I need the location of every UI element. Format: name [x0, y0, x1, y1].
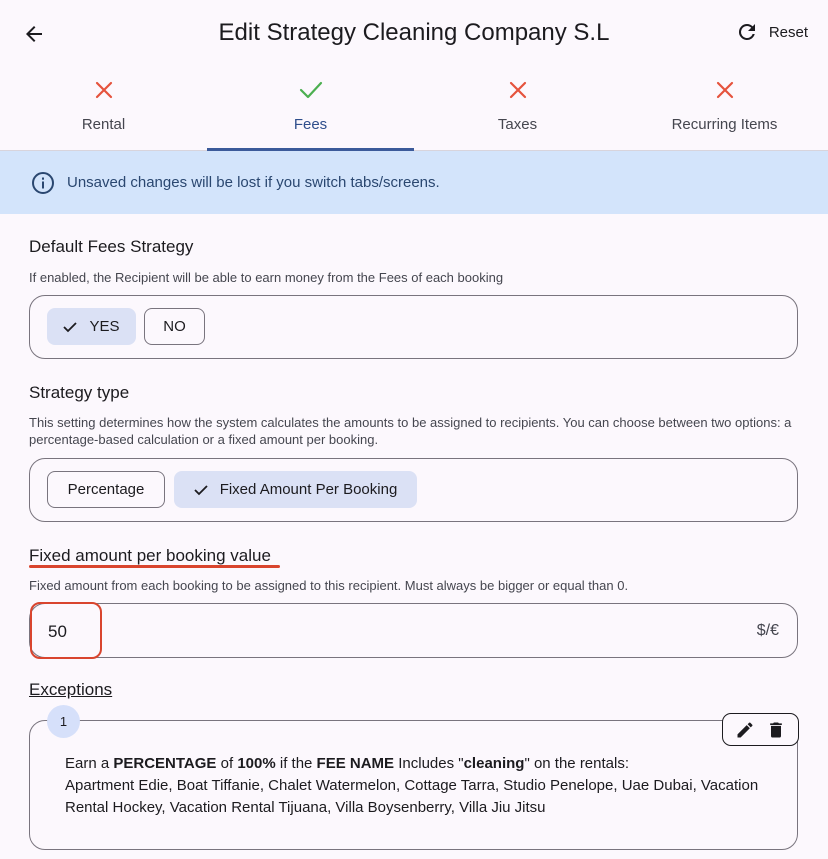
tab-bar	[0, 66, 828, 151]
trash-icon	[766, 720, 786, 740]
default-fees-description: If enabled, the Recipient will be able to earn money from the Fees of each booking	[29, 270, 504, 285]
arrow-left-icon	[22, 22, 46, 46]
fixed-amount-description: Fixed amount from each booking to be assigned to this recipient. Must always be bigger or equal than 0.	[29, 578, 629, 593]
close-icon	[508, 80, 528, 100]
info-icon	[31, 171, 55, 195]
exception-actions	[722, 713, 799, 746]
exceptions-title[interactable]: Exceptions	[29, 680, 113, 699]
tab-fees[interactable]	[207, 66, 414, 150]
exception-description: Earn a PERCENTAGE of 100% if the FEE NAME Includes "cleaning" on the rentals: Apartment Edie, Boat Tiffanie, Chalet Watermelon, Cottage Tarra, Studio Penelope, Uae Dubai, Vacation Rental Hockey, Vacation Rental Tijuana, Villa Boysenberry, Villa Jiu Jitsu	[65, 755, 759, 816]
tab-label: Recurring Items	[671, 116, 778, 133]
banner-text: Unsaved changes will be lost if you switch tabs/screens.	[67, 174, 440, 191]
red-underline-annotation	[29, 565, 280, 568]
close-icon	[715, 80, 735, 100]
tab-recurring-items[interactable]	[621, 66, 828, 150]
reset-button[interactable]	[735, 20, 808, 44]
exception-index-badge: 1	[47, 705, 80, 738]
tab-label: Taxes	[497, 116, 538, 133]
check-icon	[63, 321, 77, 333]
strategy-type-toggle-group	[29, 458, 798, 522]
fixed-amount-value: 50	[48, 622, 67, 641]
percentage-chip[interactable]	[47, 471, 165, 508]
fixed-amount-input[interactable]	[29, 603, 798, 658]
tab-label: Fees	[293, 116, 328, 133]
check-icon	[299, 80, 323, 100]
pencil-icon	[735, 720, 755, 740]
default-fees-toggle-group	[29, 295, 798, 359]
edit-exception-button[interactable]	[731, 716, 759, 744]
no-chip[interactable]	[144, 308, 205, 345]
app-header	[0, 0, 828, 66]
check-icon	[194, 484, 208, 496]
delete-exception-button[interactable]	[762, 716, 790, 744]
fixed-amount-label: Fixed Amount Per Booking	[219, 481, 398, 498]
no-label: NO	[163, 318, 186, 335]
unsaved-changes-banner	[0, 151, 828, 214]
reset-label: Reset	[768, 23, 808, 41]
back-button[interactable]	[18, 18, 50, 50]
tab-label: Rental	[81, 116, 126, 133]
currency-suffix: $/€	[756, 622, 779, 639]
page-title: Edit Strategy Cleaning Company S.L	[218, 19, 610, 46]
fixed-amount-chip[interactable]	[174, 471, 417, 508]
percentage-label: Percentage	[67, 481, 145, 498]
exception-rentals: Apartment Edie, Boat Tiffanie, Chalet Watermelon, Cottage Tarra, Studio Penelope, Uae Dubai, Vacation Rental Hockey, Vacation Rental Tijuana, Villa Boysenberry, Villa Jiu Jitsu	[65, 777, 759, 816]
strategy-type-description: This setting determines how the system calculates the amounts to be assigned to recipients. You can choose between two options: a percentage-based calculation or a fixed amount per booking.	[29, 415, 792, 447]
tab-rental[interactable]	[0, 66, 207, 150]
yes-chip[interactable]	[47, 308, 136, 345]
close-icon	[94, 80, 114, 100]
strategy-type-title: Strategy type	[29, 383, 130, 402]
tab-taxes[interactable]	[414, 66, 621, 150]
default-fees-title: Default Fees Strategy	[29, 237, 194, 256]
yes-label: YES	[89, 318, 120, 335]
fixed-amount-title: Fixed amount per booking value	[29, 546, 271, 565]
refresh-icon	[735, 20, 759, 44]
